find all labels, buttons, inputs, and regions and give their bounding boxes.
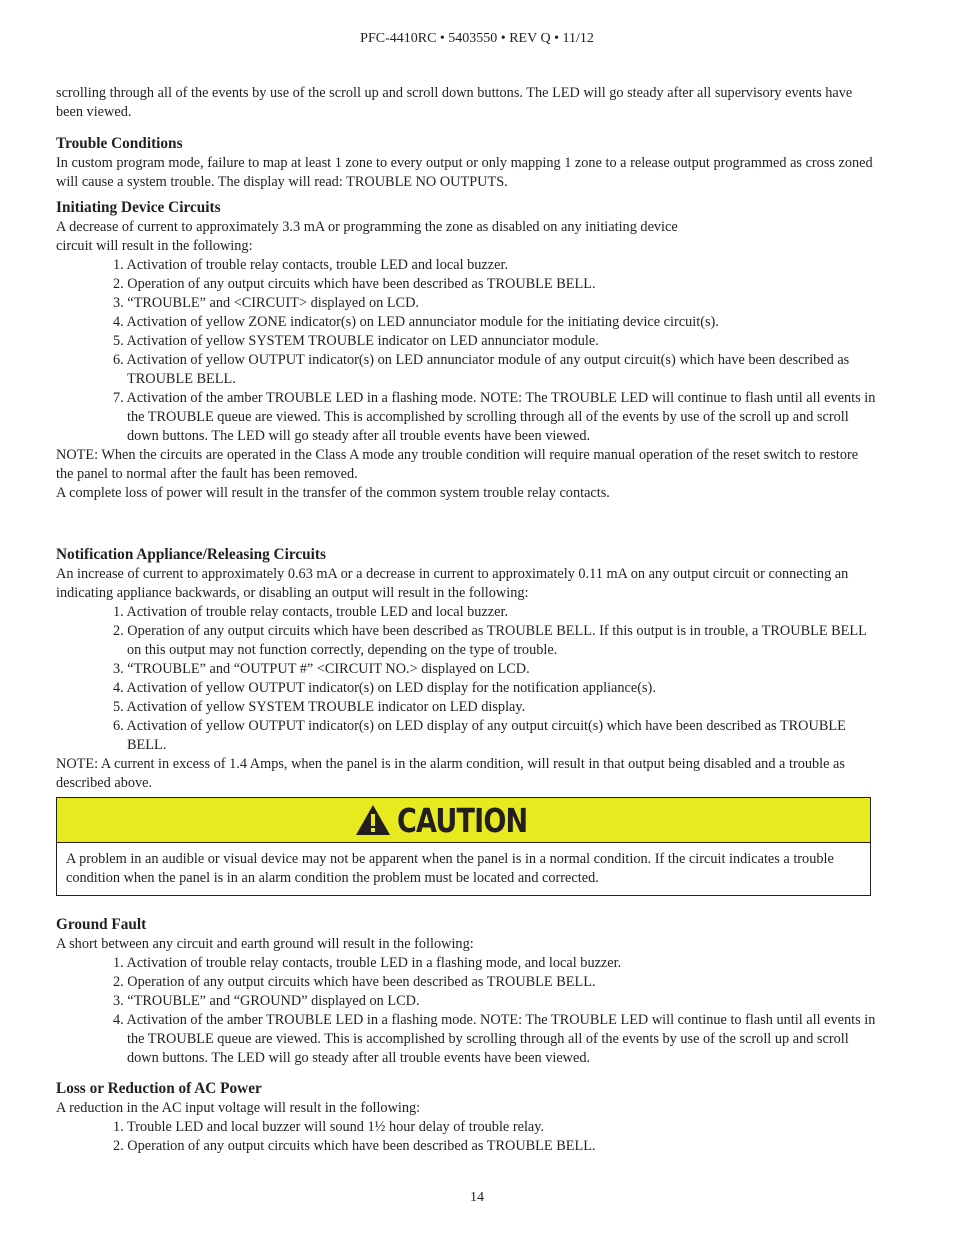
caution-label: CAUTION [397,800,528,840]
list-item: 2. Operation of any output circuits which have been described as TROUBLE BELL. [113,1138,596,1154]
page-content [56,84,876,1156]
list-item: 1. Trouble LED and local buzzer will sound 1½ hour delay of trouble relay. [113,1119,545,1135]
idc-loss-text: A complete loss of power will result in the transfer of the common system trouble relay contacts. [56,485,610,501]
idc-section [56,198,876,503]
caution-text: A problem in an audible or visual device may not be apparent when the panel is in a normal condition. If the circuit indicates a trouble condition when the panel is in an alarm condition the problem must be located and corrected. [66,851,834,886]
caution-header [57,798,870,843]
ac-power-heading: Loss or Reduction of AC Power [56,1080,262,1097]
idc-intro-line-1: A decrease of current to approximately 3.3 mA or programming the zone as disabled on any initiating device [56,219,678,235]
list-item: 1. Activation of trouble relay contacts, trouble LED and local buzzer. [113,604,509,620]
list-item: 1. Activation of trouble relay contacts, trouble LED and local buzzer. [113,257,509,273]
list-item: 5. Activation of yellow SYSTEM TROUBLE indicator on LED annunciator module. [113,333,599,349]
page-header: PFC-4410RC • 5403550 • REV Q • 11/12 [360,31,594,46]
nac-list [56,603,876,755]
list-item: 2. Operation of any output circuits which have been described as TROUBLE BELL. [113,276,596,292]
nac-note: NOTE: A current in excess of 1.4 Amps, when the panel is in the alarm condition, will result in that output being disabled and a trouble as described above. [56,756,845,791]
idc-intro-line-2: circuit will result in the following: [56,238,253,254]
ground-fault-section [56,915,876,1068]
nac-heading: Notification Appliance/Releasing Circuits [56,546,326,563]
spacer [56,896,876,915]
ground-fault-list [56,954,876,1068]
list-item: 1. Activation of trouble relay contacts, trouble LED in a flashing mode, and local buzzer. [113,955,622,971]
ground-fault-intro: A short between any circuit and earth ground will result in the following: [56,936,474,952]
list-item: 2. Operation of any output circuits which have been described as TROUBLE BELL. [113,974,596,990]
list-item: 3. “TROUBLE” and <CIRCUIT> displayed on LCD. [113,295,419,311]
list-item: 4. Activation of the amber TROUBLE LED in a flashing mode. NOTE: The TROUBLE LED will continue to flash until all events in the TROUBLE queue are viewed. This is accomplished by scrolling through all of the events by use of the scroll up and scroll down buttons. The LED will go steady after all trouble events have been viewed. [113,1012,876,1066]
nac-section [56,545,876,793]
trouble-conditions-section [56,134,876,192]
ac-power-list [56,1118,876,1156]
intro-section [56,84,876,122]
list-item: 4. Activation of yellow ZONE indicator(s) on LED annunciator module for the initiating device circuit(s). [113,314,719,330]
list-item: 6. Activation of yellow OUTPUT indicator(s) on LED display of any output circuit(s) which have been described as TROUBLE BELL. [113,718,846,753]
trouble-conditions-text: In custom program mode, failure to map at least 1 zone to every output or only mapping 1 zone to a release output programmed as cross zoned will cause a system trouble. The display will read: TROUBLE NO OUTPUTS. [56,155,873,190]
list-item: 2. Operation of any output circuits which have been described as TROUBLE BELL. If this output is in trouble, a TROUBLE BELL on this output may not function correctly, depending on the type of trouble. [113,623,867,658]
idc-list [56,256,876,446]
ground-fault-heading: Ground Fault [56,916,147,933]
page-number: 14 [470,1190,484,1205]
idc-heading: Initiating Device Circuits [56,199,221,216]
intro-text: scrolling through all of the events by use of the scroll up and scroll down buttons. The LED will go steady after all supervisory events have been viewed. [56,85,853,120]
list-item: 3. “TROUBLE” and “GROUND” displayed on LCD. [113,993,420,1009]
ac-power-intro: A reduction in the AC input voltage will result in the following: [56,1100,421,1116]
caution-box [56,797,871,896]
nac-intro: An increase of current to approximately 0.63 mA or a decrease in current to approximately 0.11 mA on any output circuit or connecting an indicating appliance backwards, or disabling an output will result in the following: [56,566,849,601]
list-item: 7. Activation of the amber TROUBLE LED in a flashing mode. NOTE: The TROUBLE LED will continue to flash until all events in the TROUBLE queue are viewed. This is accomplished by scrolling through all of the events by use of the scroll up and scroll down buttons. The LED will go steady after all trouble events have been viewed. [113,390,876,444]
trouble-conditions-heading: Trouble Conditions [56,135,183,152]
list-item: 5. Activation of yellow SYSTEM TROUBLE indicator on LED display. [113,699,526,715]
list-item: 4. Activation of yellow OUTPUT indicator(s) on LED display for the notification appliance(s). [113,680,656,696]
list-item: 6. Activation of yellow OUTPUT indicator(s) on LED annunciator module of any output circuit(s) which have been described as TROUBLE BELL. [113,352,850,387]
warning-triangle-icon [355,804,391,836]
ac-power-section [56,1079,876,1156]
list-item: 3. “TROUBLE” and “OUTPUT #” <CIRCUIT NO.> displayed on LCD. [113,661,530,677]
idc-note: NOTE: When the circuits are operated in the Class A mode any trouble condition will require manual operation of the reset switch to restore the panel to normal after the fault has been removed. [56,447,859,482]
